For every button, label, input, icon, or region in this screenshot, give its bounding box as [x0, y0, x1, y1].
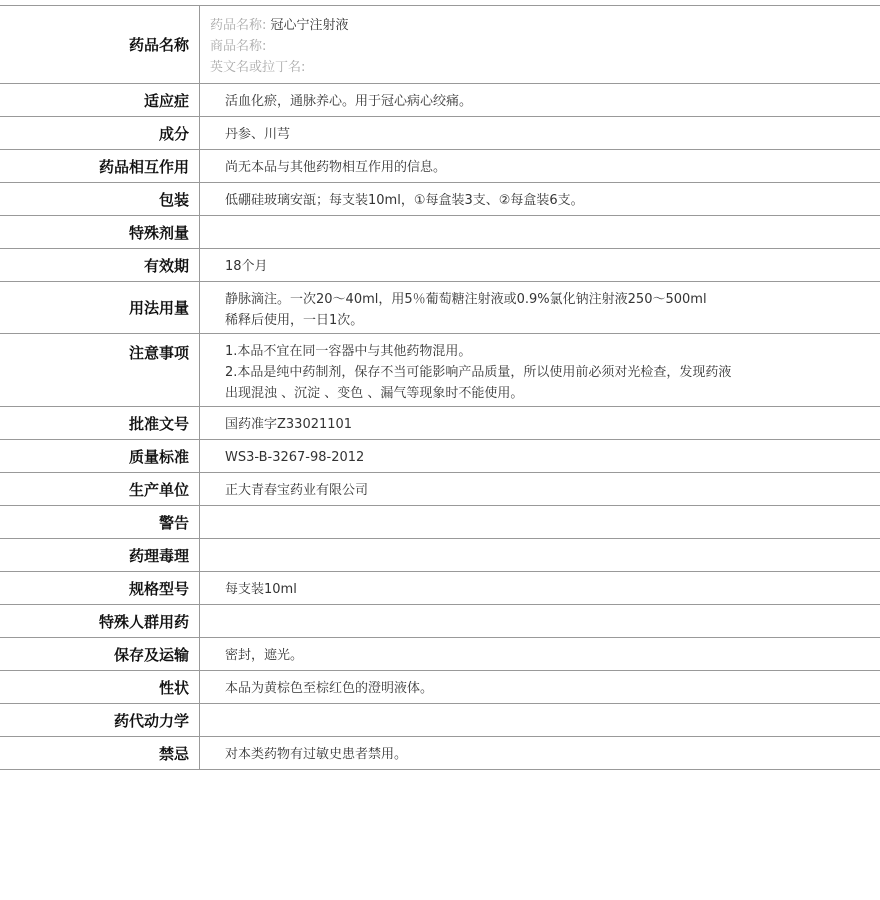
value-line: 稀释后使用，一日1次。 [225, 313, 364, 328]
value-text: 丹参、川芎 [225, 127, 291, 142]
row-label: 注意事项 [0, 334, 200, 406]
row-value [200, 506, 880, 538]
row-manufacturer [0, 473, 880, 506]
row-label: 成分 [0, 117, 200, 149]
row-precautions [0, 334, 880, 407]
row-label: 药品名称 [0, 6, 200, 83]
value-text: 国药准字Z33021101 [225, 417, 353, 432]
value-text: 活血化瘀，通脉养心。用于冠心病心绞痛。 [225, 94, 473, 109]
row-value [200, 704, 880, 736]
row-pharmacokinetics [0, 704, 880, 737]
row-label: 特殊剂量 [0, 216, 200, 248]
row-value [200, 334, 880, 406]
row-value [200, 150, 880, 182]
row-approval-number [0, 407, 880, 440]
english-name-caption: 英文名或拉丁名: [210, 60, 306, 75]
row-quality-standard [0, 440, 880, 473]
value-text: 本品为黄棕色至棕红色的澄明液体。 [225, 681, 434, 696]
value-text: 18个月 [225, 259, 268, 274]
value-text: 密封，遮光。 [225, 648, 304, 663]
row-label: 批准文号 [0, 407, 200, 439]
row-value [200, 473, 880, 505]
row-storage [0, 638, 880, 671]
row-label: 包装 [0, 183, 200, 215]
row-specification [0, 572, 880, 605]
drug-info-table [0, 5, 880, 770]
row-special-population [0, 605, 880, 638]
row-value [200, 605, 880, 637]
row-value [200, 407, 880, 439]
row-label: 适应症 [0, 84, 200, 116]
drug-name-line [210, 15, 349, 36]
row-label: 用法用量 [0, 282, 200, 333]
value-text: WS3-B-3267-98-2012 [225, 450, 365, 465]
row-label: 生产单位 [0, 473, 200, 505]
value-line: 2.本品是纯中药制剂，保存不当可能影响产品质量，所以使用前必须对光检查，发现药液 [225, 365, 732, 380]
row-label: 性状 [0, 671, 200, 703]
row-dosage [0, 282, 880, 334]
row-label: 规格型号 [0, 572, 200, 604]
value-line: 1.本品不宜在同一容器中与其他药物混用。 [225, 344, 472, 359]
row-value [200, 117, 880, 149]
row-value [200, 539, 880, 571]
value-text: 正大青春宝药业有限公司 [225, 483, 369, 498]
value-line: 静脉滴注。一次20～40ml，用5％葡萄糖注射液或0.9%氯化钠注射液250～500ml [225, 292, 707, 307]
value-line: 出现混浊 、沉淀 、变色 、漏气等现象时不能使用。 [225, 386, 524, 401]
row-label: 质量标准 [0, 440, 200, 472]
row-label: 药品相互作用 [0, 150, 200, 182]
drug-name-caption: 药品名称: [210, 18, 267, 33]
row-value [200, 216, 880, 248]
row-value [200, 282, 880, 333]
row-packaging [0, 183, 880, 216]
drug-name-block [200, 6, 349, 83]
row-label: 特殊人群用药 [0, 605, 200, 637]
row-label: 药理毒理 [0, 539, 200, 571]
row-value [200, 638, 880, 670]
row-label: 禁忌 [0, 737, 200, 769]
row-pharmacology [0, 539, 880, 572]
row-value [200, 249, 880, 281]
row-value [200, 572, 880, 604]
row-value [200, 183, 880, 215]
drug-name-value: 冠心宁注射液 [270, 18, 349, 33]
row-label: 药代动力学 [0, 704, 200, 736]
row-appearance [0, 671, 880, 704]
value-text: 对本类药物有过敏史患者禁用。 [225, 747, 408, 762]
row-contraindications [0, 737, 880, 770]
trade-name-caption: 商品名称: [210, 39, 267, 54]
row-ingredients [0, 117, 880, 150]
row-label: 保存及运输 [0, 638, 200, 670]
row-special-dosage [0, 216, 880, 249]
row-value [200, 84, 880, 116]
row-label: 警告 [0, 506, 200, 538]
row-shelf-life [0, 249, 880, 282]
row-value [200, 440, 880, 472]
row-label: 有效期 [0, 249, 200, 281]
row-interactions [0, 150, 880, 183]
row-drug-name [0, 6, 880, 84]
row-value [200, 671, 880, 703]
value-text: 尚无本品与其他药物相互作用的信息。 [225, 160, 447, 175]
value-text: 每支装10ml [225, 582, 297, 597]
row-warning [0, 506, 880, 539]
value-text: 低硼硅玻璃安瓿；每支装10ml，①每盒装3支、②每盒装6支。 [225, 193, 584, 208]
row-value [200, 737, 880, 769]
row-indications [0, 84, 880, 117]
